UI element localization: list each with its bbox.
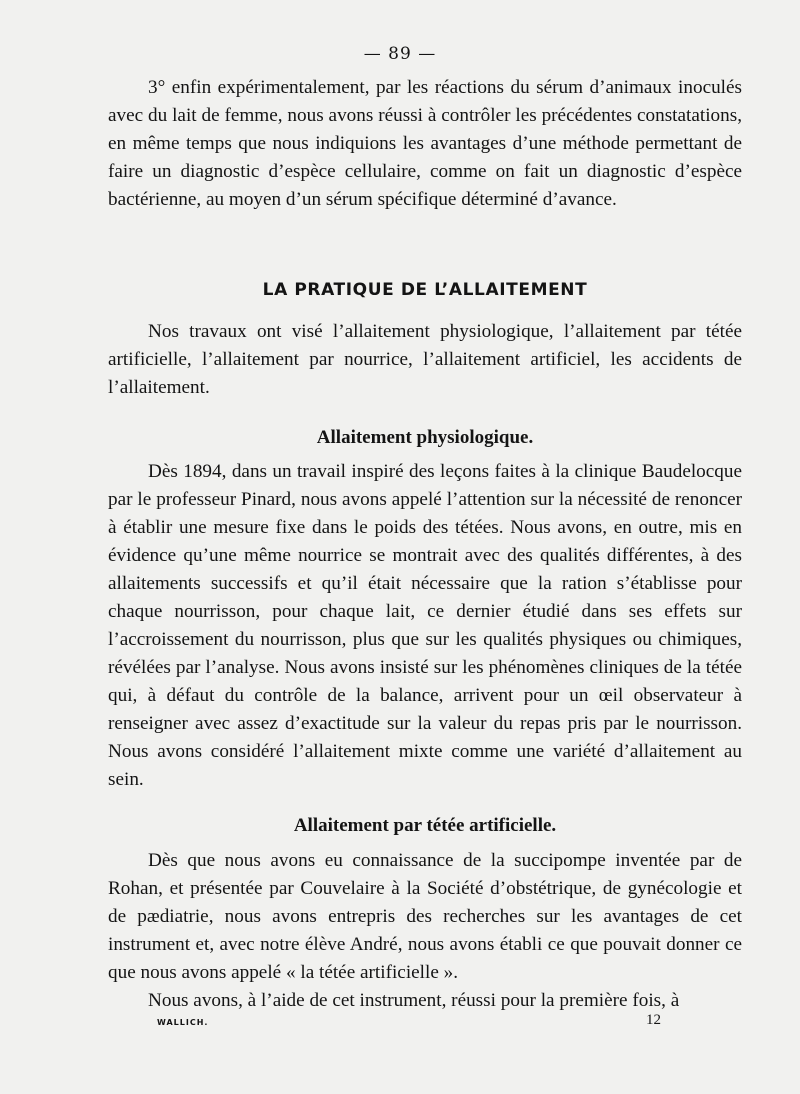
- section-title: LA PRATIQUE DE L’ALLAITEMENT: [262, 280, 588, 300]
- physiologique-block: [108, 458, 742, 794]
- footer-signature-number: 12: [646, 1012, 661, 1028]
- page-number: — 89 —: [363, 44, 437, 64]
- artificielle-block: [108, 847, 742, 1015]
- physiologique-paragraph: Dès 1894, dans un travail inspiré des leçons faites à la clinique Baudelocque par le professeur Pinard, nous avons appelé l’attention sur la nécessité de renoncer à établir une mesure fixe dans le poids des tétées. Nous avons, en outre, mis en évidence qu’une même nourrice se montrait avec des qualités différentes, à des allaitements successifs et qu’il était nécessaire que la ration s’établisse pour chaque nourrisson, pour chaque lait, ce dernier étudié dans ses effets sur l’accroissement du nourrisson, plus que sur les qualités physiques ou chimiques, révélées par l’analyse. Nous avons insisté sur les phénomènes cliniques de la tétée qui, à défaut du contrôle de la balance, arrivent pour un œil observateur à renseigner avec assez d’exactitude sur la valeur du repas pris par le nourrisson. Nous avons considéré l’allaitement mixte comme une variété d’allaitement au sein.: [108, 461, 742, 790]
- intro-block: [108, 74, 742, 214]
- section-paragraph: Nos travaux ont visé l’allaitement physiologique, l’allaitement par tétée artificielle, l’allaitement par nourrice, l’allaitement artificiel, les accidents de l’allaitement.: [108, 321, 742, 398]
- artificielle-paragraph-1: Dès que nous avons eu connaissance de la succipompe inventée par de Rohan, et présentée par Couvelaire à la Société d’obstétrique, de gynécologie et de pædiatrie, nous avons entrepris des recherches sur les avantages de cet instrument et, avec notre élève André, nous avons établi ce que pouvait donner ce que nous avons appelé « la tétée artificielle ».: [108, 850, 742, 983]
- footer-author: WALLICH.: [157, 1018, 209, 1027]
- physiologique-heading: Allaitement physiologique.: [316, 427, 534, 448]
- artificielle-heading: Allaitement par tétée artificielle.: [293, 815, 557, 836]
- intro-paragraph: 3° enfin expérimentalement, par les réactions du sérum d’animaux inoculés avec du lait de femme, nous avons réussi à contrôler les précédentes constatations, en même temps que nous indiquions les avantages d’une méthode permettant de faire un diagnostic d’espèce cellulaire, comme on fait un diagnostic d’espèce bactérienne, au moyen d’un sérum spécifique déterminé d’avance.: [108, 77, 742, 210]
- artificielle-paragraph-2: Nous avons, à l’aide de cet instrument, réussi pour la première fois, à: [148, 990, 680, 1011]
- section-block: [108, 318, 742, 402]
